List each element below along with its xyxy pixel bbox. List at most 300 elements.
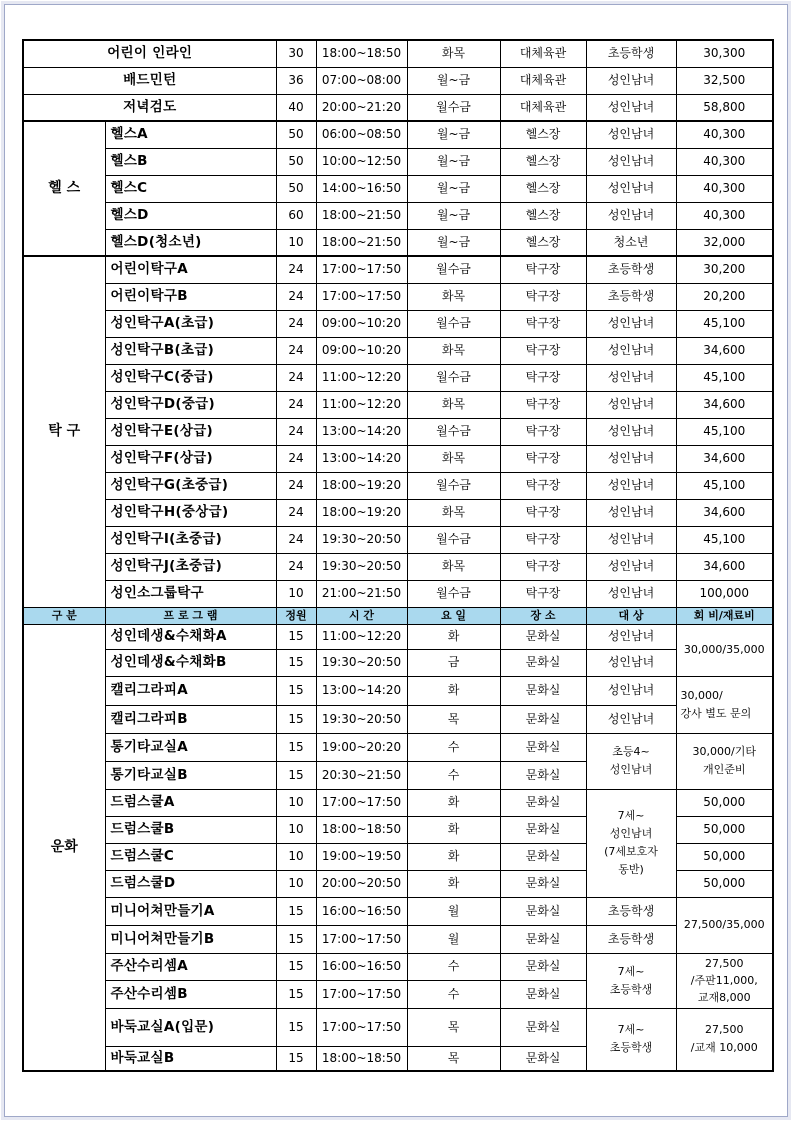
days: 화목 [407, 337, 500, 364]
fee-calligraphy [676, 676, 773, 733]
place: 문화실 [500, 925, 586, 953]
program-name: 어린이탁구A [105, 256, 276, 283]
target: 성인남녀 [586, 310, 676, 337]
target-baduk-line1: 7세~ [617, 1023, 645, 1037]
header-target: 대 상 [586, 607, 676, 624]
place: 탁구장 [500, 526, 586, 553]
program-name: 성인데생&수채화B [105, 649, 276, 676]
header-program: 프 로 그 램 [105, 607, 276, 624]
target: 성인남녀 [586, 121, 676, 148]
place: 헬스장 [500, 202, 586, 229]
program-name: 성인탁구I(초중급) [105, 526, 276, 553]
program-name: 바둑교실A(입문) [105, 1008, 276, 1046]
table-row [23, 202, 773, 229]
table-row [23, 526, 773, 553]
fee: 50,000 [676, 816, 773, 843]
table-row [23, 580, 773, 607]
target: 초등학생 [586, 256, 676, 283]
place: 탁구장 [500, 499, 586, 526]
capacity: 15 [276, 624, 316, 649]
time: 10:00~12:50 [316, 148, 407, 175]
capacity: 24 [276, 391, 316, 418]
table-row [23, 705, 773, 733]
place: 대체육관 [500, 94, 586, 121]
fee: 45,100 [676, 418, 773, 445]
place: 문화실 [500, 676, 586, 705]
target-drum-line2: 성인남녀 [609, 827, 653, 840]
fee-calligraphy-line2: 강사 별도 문의 [680, 706, 752, 720]
days: 목 [407, 1046, 500, 1071]
capacity: 24 [276, 337, 316, 364]
capacity: 24 [276, 526, 316, 553]
place: 헬스장 [500, 175, 586, 202]
capacity: 60 [276, 202, 316, 229]
table-row [23, 472, 773, 499]
time: 20:00~21:20 [316, 94, 407, 121]
target: 성인남녀 [586, 553, 676, 580]
days: 월~금 [407, 148, 500, 175]
program-name: 미니어쳐만들기A [105, 897, 276, 925]
time: 16:00~16:50 [316, 897, 407, 925]
fee: 50,000 [676, 789, 773, 816]
place: 문화실 [500, 733, 586, 761]
place: 문화실 [500, 1046, 586, 1071]
target: 성인남녀 [586, 526, 676, 553]
place: 문화실 [500, 789, 586, 816]
fee-painting: 30,000/35,000 [676, 624, 773, 676]
place: 문화실 [500, 953, 586, 980]
header-time: 시 간 [316, 607, 407, 624]
program-name: 통기타교실A [105, 733, 276, 761]
program-name: 성인소그룹탁구 [105, 580, 276, 607]
place: 문화실 [500, 1008, 586, 1046]
capacity: 15 [276, 897, 316, 925]
target: 성인남녀 [586, 499, 676, 526]
days: 월수금 [407, 580, 500, 607]
time: 20:00~20:50 [316, 870, 407, 897]
time: 11:00~12:20 [316, 364, 407, 391]
days: 화목 [407, 391, 500, 418]
fee-guitar-line1: 30,000/기타 [692, 745, 756, 758]
days: 월~금 [407, 229, 500, 256]
capacity: 10 [276, 843, 316, 870]
place: 탁구장 [500, 337, 586, 364]
days: 월수금 [407, 94, 500, 121]
days: 월~금 [407, 121, 500, 148]
time: 19:30~20:50 [316, 553, 407, 580]
target-drum-line3: (7세보호자 [604, 845, 658, 858]
table-row [23, 310, 773, 337]
program-name: 성인탁구A(초급) [105, 310, 276, 337]
target: 성인남녀 [586, 418, 676, 445]
time: 19:30~20:50 [316, 649, 407, 676]
target-baduk-line2: 초등학생 [609, 1041, 653, 1055]
days: 화목 [407, 40, 500, 67]
capacity: 50 [276, 175, 316, 202]
time: 20:30~21:50 [316, 761, 407, 789]
fee: 50,000 [676, 843, 773, 870]
capacity: 36 [276, 67, 316, 94]
program-name: 배드민턴 [23, 67, 276, 94]
fee: 32,500 [676, 67, 773, 94]
fee-abacus [676, 953, 773, 1008]
table-row [23, 418, 773, 445]
days: 월~금 [407, 67, 500, 94]
fee: 45,100 [676, 472, 773, 499]
table-row [23, 925, 773, 953]
time: 19:00~20:20 [316, 733, 407, 761]
place: 탁구장 [500, 580, 586, 607]
fee: 100,000 [676, 580, 773, 607]
time: 18:00~21:50 [316, 229, 407, 256]
days: 수 [407, 953, 500, 980]
capacity: 10 [276, 789, 316, 816]
header-category: 구 분 [23, 607, 105, 624]
program-name: 성인탁구D(중급) [105, 391, 276, 418]
capacity: 24 [276, 418, 316, 445]
program-name: 성인탁구J(초중급) [105, 553, 276, 580]
target: 성인남녀 [586, 175, 676, 202]
time: 17:00~17:50 [316, 980, 407, 1008]
fee: 40,300 [676, 148, 773, 175]
fee-abacus-line3: 교재8,000 [697, 991, 751, 1004]
time: 13:00~14:20 [316, 445, 407, 472]
table-row [23, 121, 773, 148]
days: 월 [407, 925, 500, 953]
header-place: 장 소 [500, 607, 586, 624]
header-fee: 회 비/재료비 [676, 607, 773, 624]
days: 월수금 [407, 472, 500, 499]
place: 탁구장 [500, 364, 586, 391]
table-row [23, 364, 773, 391]
table-row [23, 40, 773, 67]
capacity: 24 [276, 364, 316, 391]
capacity: 24 [276, 472, 316, 499]
fee-guitar-line2: 개인준비 [702, 763, 746, 776]
table-row [23, 1008, 773, 1046]
table-row [23, 624, 773, 649]
time: 18:00~19:20 [316, 499, 407, 526]
days: 화 [407, 816, 500, 843]
days: 화목 [407, 499, 500, 526]
days: 화 [407, 789, 500, 816]
fee: 34,600 [676, 391, 773, 418]
days: 화목 [407, 553, 500, 580]
time: 18:00~18:50 [316, 1046, 407, 1071]
capacity: 10 [276, 870, 316, 897]
capacity: 15 [276, 676, 316, 705]
target: 초등학생 [586, 40, 676, 67]
program-name: 바둑교실B [105, 1046, 276, 1071]
table-row [23, 94, 773, 121]
table-row [23, 676, 773, 705]
days: 월 [407, 897, 500, 925]
capacity: 40 [276, 94, 316, 121]
program-name: 드럼스쿨D [105, 870, 276, 897]
place: 탁구장 [500, 553, 586, 580]
program-name: 캘리그라피A [105, 676, 276, 705]
program-name: 헬스D(청소년) [105, 229, 276, 256]
place: 탁구장 [500, 472, 586, 499]
target: 성인남녀 [586, 649, 676, 676]
fee: 34,600 [676, 445, 773, 472]
program-name: 성인탁구G(초중급) [105, 472, 276, 499]
table-row [23, 789, 773, 816]
days: 월수금 [407, 526, 500, 553]
target: 성인남녀 [586, 580, 676, 607]
capacity: 15 [276, 953, 316, 980]
program-name: 주산수리셈A [105, 953, 276, 980]
target-guitar-line2: 성인남녀 [609, 763, 653, 776]
place: 탁구장 [500, 391, 586, 418]
place: 문화실 [500, 980, 586, 1008]
fee-baduk-line2: /교재 10,000 [690, 1041, 758, 1055]
target: 성인남녀 [586, 445, 676, 472]
days: 월수금 [407, 256, 500, 283]
fee-guitar [676, 733, 773, 789]
table-row [23, 229, 773, 256]
time: 18:00~19:20 [316, 472, 407, 499]
table-header-row [23, 607, 773, 624]
target: 성인남녀 [586, 364, 676, 391]
table-row [23, 649, 773, 676]
days: 수 [407, 980, 500, 1008]
place: 헬스장 [500, 229, 586, 256]
capacity: 15 [276, 980, 316, 1008]
days: 목 [407, 1008, 500, 1046]
days: 월~금 [407, 202, 500, 229]
time: 21:00~21:50 [316, 580, 407, 607]
time: 09:00~10:20 [316, 310, 407, 337]
place: 문화실 [500, 870, 586, 897]
program-name: 드럼스쿨C [105, 843, 276, 870]
program-name: 주산수리셈B [105, 980, 276, 1008]
days: 화목 [407, 283, 500, 310]
target-guitar-line1: 초등4~ [612, 745, 650, 758]
target-drum [586, 789, 676, 897]
days: 화 [407, 676, 500, 705]
table-row [23, 67, 773, 94]
target-drum-line1: 7세~ [617, 809, 645, 822]
program-name: 헬스D [105, 202, 276, 229]
target-drum-line4: 동반) [618, 863, 644, 876]
table-row [23, 256, 773, 283]
place: 탁구장 [500, 418, 586, 445]
program-name: 성인탁구E(상급) [105, 418, 276, 445]
fee-baduk-line1: 27,500 [705, 1023, 744, 1037]
time: 18:00~21:50 [316, 202, 407, 229]
time: 17:00~17:50 [316, 789, 407, 816]
place: 문화실 [500, 761, 586, 789]
place: 탁구장 [500, 256, 586, 283]
time: 17:00~17:50 [316, 1008, 407, 1046]
capacity: 15 [276, 1046, 316, 1071]
program-name: 성인탁구B(초급) [105, 337, 276, 364]
capacity: 10 [276, 816, 316, 843]
capacity: 15 [276, 733, 316, 761]
fee: 32,000 [676, 229, 773, 256]
capacity: 10 [276, 580, 316, 607]
capacity: 24 [276, 499, 316, 526]
fee: 20,200 [676, 283, 773, 310]
target: 초등학생 [586, 925, 676, 953]
time: 07:00~08:00 [316, 67, 407, 94]
target: 성인남녀 [586, 202, 676, 229]
days: 월수금 [407, 364, 500, 391]
time: 13:00~14:20 [316, 418, 407, 445]
table-row [23, 897, 773, 925]
target-abacus-line1: 7세~ [617, 964, 645, 978]
time: 18:00~18:50 [316, 40, 407, 67]
fee: 40,300 [676, 121, 773, 148]
target: 성인남녀 [586, 676, 676, 705]
place: 문화실 [500, 897, 586, 925]
time: 13:00~14:20 [316, 676, 407, 705]
target: 성인남녀 [586, 624, 676, 649]
target: 성인남녀 [586, 337, 676, 364]
header-days: 요 일 [407, 607, 500, 624]
time: 19:30~20:50 [316, 526, 407, 553]
program-name: 드럼스쿨B [105, 816, 276, 843]
target: 초등학생 [586, 283, 676, 310]
place: 탁구장 [500, 445, 586, 472]
program-name: 어린이 인라인 [23, 40, 276, 67]
time: 11:00~12:20 [316, 624, 407, 649]
place: 탁구장 [500, 283, 586, 310]
capacity: 15 [276, 761, 316, 789]
program-name: 캘리그라피B [105, 705, 276, 733]
table-row [23, 337, 773, 364]
target-guitar [586, 733, 676, 789]
time: 19:00~19:50 [316, 843, 407, 870]
header-capacity: 정원 [276, 607, 316, 624]
target: 성인남녀 [586, 67, 676, 94]
days: 화 [407, 870, 500, 897]
capacity: 15 [276, 705, 316, 733]
fee: 34,600 [676, 553, 773, 580]
place: 문화실 [500, 624, 586, 649]
program-name: 어린이탁구B [105, 283, 276, 310]
category-tabletennis: 탁 구 [23, 256, 105, 607]
capacity: 50 [276, 148, 316, 175]
days: 화 [407, 624, 500, 649]
capacity: 15 [276, 925, 316, 953]
days: 월수금 [407, 418, 500, 445]
program-name: 드럼스쿨A [105, 789, 276, 816]
days: 수 [407, 761, 500, 789]
category-health: 헬 스 [23, 121, 105, 256]
fee: 34,600 [676, 499, 773, 526]
target-abacus-line2: 초등학생 [609, 982, 653, 996]
time: 17:00~17:50 [316, 283, 407, 310]
fee-abacus-line2: /주판11,000, [690, 974, 758, 987]
program-name: 통기타교실B [105, 761, 276, 789]
program-name: 성인탁구C(중급) [105, 364, 276, 391]
target: 초등학생 [586, 897, 676, 925]
days: 금 [407, 649, 500, 676]
target-baduk [586, 1008, 676, 1071]
capacity: 50 [276, 121, 316, 148]
days: 화 [407, 843, 500, 870]
fee: 30,200 [676, 256, 773, 283]
capacity: 15 [276, 649, 316, 676]
program-schedule-table [22, 39, 774, 1072]
fee: 30,300 [676, 40, 773, 67]
place: 문화실 [500, 816, 586, 843]
table-row [23, 553, 773, 580]
fee-baduk [676, 1008, 773, 1071]
table-row [23, 445, 773, 472]
program-name: 헬스A [105, 121, 276, 148]
fee-abacus-line1: 27,500 [705, 957, 744, 970]
place: 헬스장 [500, 121, 586, 148]
program-name: 저녁검도 [23, 94, 276, 121]
place: 문화실 [500, 843, 586, 870]
place: 문화실 [500, 705, 586, 733]
table-row [23, 148, 773, 175]
table-row [23, 175, 773, 202]
capacity: 10 [276, 229, 316, 256]
place: 대체육관 [500, 40, 586, 67]
capacity: 30 [276, 40, 316, 67]
place: 문화실 [500, 649, 586, 676]
time: 11:00~12:20 [316, 391, 407, 418]
capacity: 24 [276, 256, 316, 283]
capacity: 24 [276, 310, 316, 337]
time: 17:00~17:50 [316, 925, 407, 953]
category-culture: 운화 [23, 624, 105, 1071]
place: 탁구장 [500, 310, 586, 337]
program-name: 헬스B [105, 148, 276, 175]
table-row [23, 499, 773, 526]
time: 18:00~18:50 [316, 816, 407, 843]
place: 대체육관 [500, 67, 586, 94]
days: 월수금 [407, 310, 500, 337]
target-abacus [586, 953, 676, 1008]
target: 성인남녀 [586, 472, 676, 499]
capacity: 24 [276, 445, 316, 472]
program-name: 성인데생&수채화A [105, 624, 276, 649]
fee: 34,600 [676, 337, 773, 364]
fee: 45,100 [676, 310, 773, 337]
fee: 58,800 [676, 94, 773, 121]
program-name: 미니어쳐만들기B [105, 925, 276, 953]
fee: 50,000 [676, 870, 773, 897]
program-name: 성인탁구H(중상급) [105, 499, 276, 526]
program-name: 헬스C [105, 175, 276, 202]
days: 월~금 [407, 175, 500, 202]
time: 06:00~08:50 [316, 121, 407, 148]
fee-calligraphy-line1: 30,000/ [680, 688, 723, 702]
table-row [23, 953, 773, 980]
fee: 40,300 [676, 202, 773, 229]
target: 성인남녀 [586, 391, 676, 418]
time: 17:00~17:50 [316, 256, 407, 283]
capacity: 24 [276, 283, 316, 310]
program-name: 성인탁구F(상급) [105, 445, 276, 472]
days: 화목 [407, 445, 500, 472]
table-row [23, 283, 773, 310]
capacity: 15 [276, 1008, 316, 1046]
time: 14:00~16:50 [316, 175, 407, 202]
table-row [23, 391, 773, 418]
capacity: 24 [276, 553, 316, 580]
target: 성인남녀 [586, 705, 676, 733]
time: 19:30~20:50 [316, 705, 407, 733]
days: 수 [407, 733, 500, 761]
fee: 45,100 [676, 364, 773, 391]
time: 16:00~16:50 [316, 953, 407, 980]
